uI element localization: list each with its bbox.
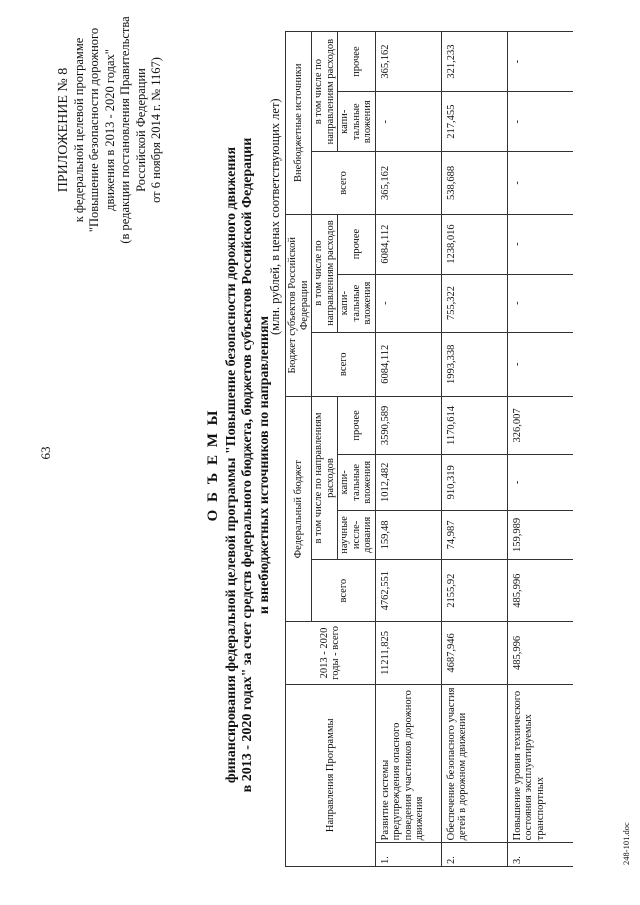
cell-federal-research: 159,48 [375,510,441,559]
attachment-line: (в редакции постановления Правительства [118,16,132,244]
cell-federal-research: 74,987 [441,510,507,559]
cell-federal-other: 3590,589 [375,396,441,454]
attachment-line: к федеральной целевой программе [71,37,86,223]
attachment-title: ПРИЛОЖЕНИЕ № 8 [56,67,71,193]
table-row [441,32,507,867]
cell-total: 11211,825 [375,622,441,684]
row-direction: Обеспечение безопасного участия детей в дорожном движении [441,684,507,843]
col-header-extra-incl: в том числе по направлениям расходов [312,32,338,152]
cell-federal-other: 326,007 [507,396,573,454]
col-header-regional-incl: в том числе по направлениям расходов [312,214,338,332]
cell-extra-total: - [507,152,573,214]
table-row [375,32,441,867]
cell-extra-total: 538,688 [441,152,507,214]
col-header-total: 2013 - 2020 годы - всего [286,622,376,684]
col-header-extra-other: прочее [338,32,376,92]
cell-federal-capital: - [507,454,573,510]
cell-federal-research: 159,989 [507,510,573,559]
col-header-federal-research: научные иссле-дования [338,510,376,559]
col-header-direction: Направления Программы [286,684,376,866]
cell-federal-total: 2155,92 [441,560,507,622]
cell-regional-total: 1993,338 [441,332,507,396]
attachment-note [56,15,165,245]
cell-regional-total: 6084,112 [375,332,441,396]
title-line: финансирования федеральной целевой программы "Повышение безопасности дорожного движения [223,146,239,784]
row-index: 3. [507,843,573,867]
cell-regional-total: - [507,332,573,396]
col-header-federal-total: всего [312,560,376,622]
cell-regional-other: - [507,214,573,274]
title-block [205,45,273,885]
col-header-extra: Внебюджетные источники [286,32,312,215]
cell-regional-capital: 755,322 [441,274,507,332]
cell-federal-total: 4762,551 [375,560,441,622]
cell-extra-capital: - [375,92,441,152]
attachment-line: "Повышение безопасности дорожного [87,27,101,233]
table-row [507,32,573,867]
col-header-federal-other: прочее [338,396,376,454]
col-header-regional-other: прочее [338,214,376,274]
cell-federal-capital: 910,319 [441,454,507,510]
footer-file-label: 248-101.doc [621,822,631,865]
attachment-line: движения в 2013 - 2020 годах" [102,49,117,211]
row-direction: Развитие системы предупреждения опасного поведения участников дорожного движения [375,684,441,843]
attachment-line: Российской Федерации [133,68,148,192]
col-header-regional-total: всего [312,332,376,396]
col-header-regional-capital: капи-тальные вложения [338,274,376,332]
cell-federal-other: 1170,614 [441,396,507,454]
cell-regional-other: 1238,016 [441,214,507,274]
cell-extra-capital: 217,455 [441,92,507,152]
document-title: О Б Ъ Е М Ы [205,408,221,522]
col-header-extra-capital: капи-тальные вложения [338,92,376,152]
col-header-federal-incl: в том числе по направлениям расходов [312,396,338,559]
title-line: и внебюджетных источников по направлениям [256,315,272,615]
page-number: 63 [38,446,53,460]
col-header-extra-total: всего [312,152,376,214]
title-line: в 2013 - 2020 годах" за счет средств федерального бюджета, бюджетов субъектов Российской Федерации [240,137,255,793]
row-index: 2. [441,843,507,867]
row-direction: Повышение уровня технического состояния эксплуатируемых транспортных [507,684,573,843]
cell-extra-other: 321,233 [441,32,507,92]
cell-regional-capital: - [375,274,441,332]
units-note: (млн. рублей, в ценах соответствующих лет) [268,98,282,335]
cell-total: 485,996 [507,622,573,684]
cell-total: 4687,946 [441,622,507,684]
volumes-table [285,31,573,867]
cell-extra-other: 365,162 [375,32,441,92]
col-header-federal-capital: капи-тальные вложения [338,454,376,510]
row-index: 1. [375,843,441,867]
attachment-line: от 6 ноября 2014 г. № 1167) [149,57,163,203]
cell-regional-other: 6084,112 [375,214,441,274]
cell-federal-total: 485,996 [507,560,573,622]
cell-regional-capital: - [507,274,573,332]
cell-federal-capital: 1012,482 [375,454,441,510]
cell-extra-capital: - [507,92,573,152]
cell-extra-total: 365,162 [375,152,441,214]
col-header-federal: Федеральный бюджет [286,396,312,621]
col-header-regional: Бюджет субъектов Российской Федерации [286,214,312,396]
cell-extra-other: - [507,32,573,92]
